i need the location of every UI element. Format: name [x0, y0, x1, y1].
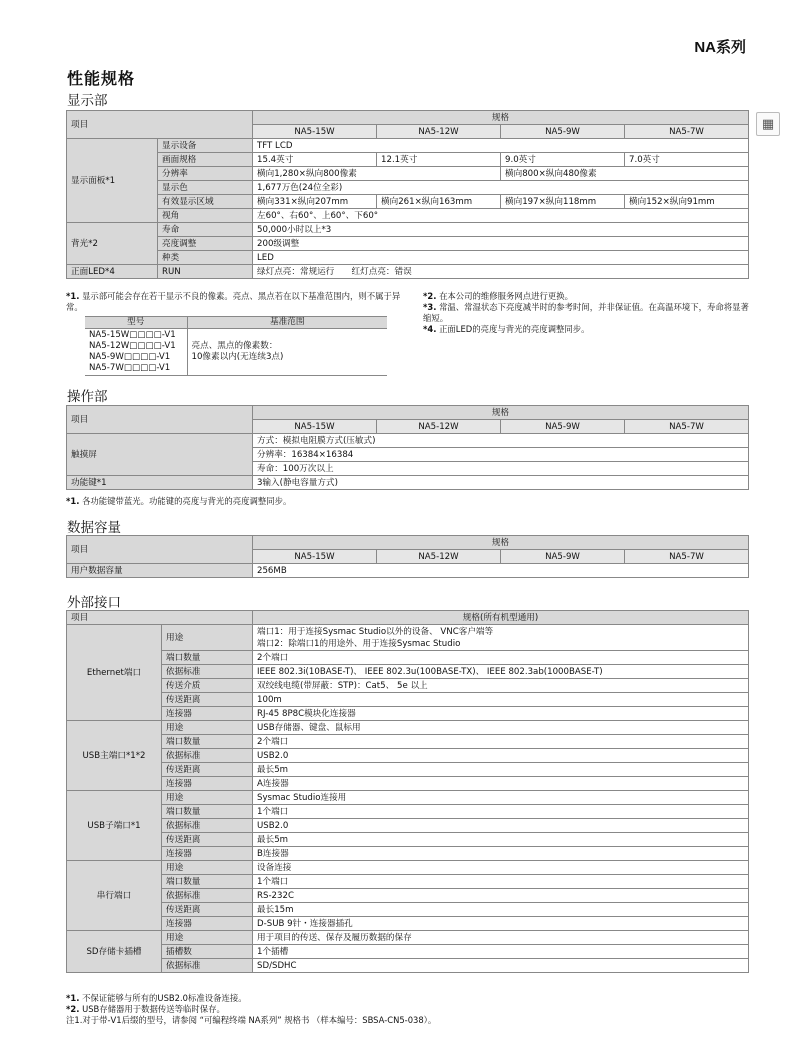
- row-value: 分辨率：16384×16384: [253, 448, 749, 462]
- row-value: USB存储器、键盘、鼠标用: [253, 721, 749, 735]
- row-value: TFT LCD: [253, 139, 749, 153]
- row-label: 依据标准: [162, 665, 253, 679]
- row-label: 传送距离: [162, 693, 253, 707]
- row-value: IEEE 802.3i(10BASE-T)、 IEEE 802.3u(100BASE-TX)、 IEEE 802.3ab(1000BASE-T): [253, 665, 749, 679]
- display-note-1: [66, 291, 411, 313]
- header-spec: 规格: [253, 111, 749, 125]
- group-front-led: 正面LED*4: [67, 265, 158, 279]
- header-spec: 规格: [253, 406, 749, 420]
- section-operation-title: 操作部: [67, 389, 108, 405]
- model-header: NA5-7W: [625, 550, 749, 564]
- row-label: 依据标准: [162, 959, 253, 973]
- model-code: NA5-12W□□□□-V1: [89, 341, 176, 351]
- row-label: 功能键*1: [67, 476, 253, 490]
- row-value: 1个插槽: [253, 945, 749, 959]
- model-header: NA5-15W: [253, 420, 377, 434]
- row-label: 亮度调整: [158, 237, 253, 251]
- row-label: 寿命: [158, 223, 253, 237]
- row-label: 端口数量: [162, 875, 253, 889]
- group-serial: 串行端口: [67, 861, 162, 931]
- note-mark: *1.: [66, 993, 80, 1003]
- row-value: 方式：模拟电阻膜方式(压敏式): [253, 434, 749, 448]
- note-text: USB存储器用于数据传送等临时保存。: [82, 1004, 225, 1014]
- note-text: 常温、常湿状态下亮度减半时的参考时间，并非保证值。在高温环境下，寿命将显著缩短。: [423, 302, 749, 323]
- page-title: 性能规格: [67, 69, 136, 88]
- row-value: USB2.0: [253, 749, 749, 763]
- row-value: 200级调整: [253, 237, 749, 251]
- value-line: 端口2：除端口1的用途外、用于连接Sysmac Studio: [257, 638, 461, 649]
- row-value: 最长5m: [253, 763, 749, 777]
- row-label: 连接器: [162, 917, 253, 931]
- section-display-title: 显示部: [67, 93, 108, 109]
- row-value: 寿命：100万次以上: [253, 462, 749, 476]
- note-mark: *4.: [423, 324, 437, 334]
- row-label: 用途: [162, 625, 253, 651]
- row-value: [253, 625, 749, 651]
- note-mark: *2.: [423, 291, 437, 301]
- row-value: A连接器: [253, 777, 749, 791]
- ref-text: 亮点、黑点的像素数：: [191, 341, 278, 351]
- row-label: 画面规格: [158, 153, 253, 167]
- row-label: 端口数量: [162, 735, 253, 749]
- note-text: 不保证能够与所有的USB2.0标准设备连接。: [82, 993, 247, 1003]
- row-value: 横向1,280×纵向800像素: [253, 167, 501, 181]
- model-header: NA5-7W: [625, 125, 749, 139]
- model-header: NA5-15W: [253, 550, 377, 564]
- row-label: 传送介质: [162, 679, 253, 693]
- group-usb-host: USB主端口*1*2: [67, 721, 162, 791]
- row-value: B连接器: [253, 847, 749, 861]
- model-header: NA5-15W: [253, 125, 377, 139]
- row-label: 连接器: [162, 847, 253, 861]
- row-label: 用途: [162, 861, 253, 875]
- pixel-table-header: 型号: [85, 317, 187, 329]
- model-code: NA5-15W□□□□-V1: [89, 330, 176, 340]
- row-label: 端口数量: [162, 651, 253, 665]
- row-value: 2个端口: [253, 735, 749, 749]
- note-mark: 注1.: [66, 1015, 83, 1025]
- row-label: 显示设备: [158, 139, 253, 153]
- row-label: 用途: [162, 791, 253, 805]
- group-ethernet: Ethernet端口: [67, 625, 162, 721]
- header-item: 项目: [67, 111, 253, 139]
- operation-note: [66, 496, 291, 507]
- operation-spec-table: [66, 405, 749, 490]
- row-value: 设备连接: [253, 861, 749, 875]
- pixel-table-ref: [187, 329, 387, 376]
- row-label: 依据标准: [162, 819, 253, 833]
- row-label: 有效显示区域: [158, 195, 253, 209]
- row-label: 依据标准: [162, 749, 253, 763]
- model-code: NA5-9W□□□□-V1: [89, 352, 171, 362]
- row-value: 12.1英寸: [377, 153, 501, 167]
- row-value: RJ-45 8P8C模块化连接器: [253, 707, 749, 721]
- row-value: 横向197×纵向118mm: [501, 195, 625, 209]
- note-mark: *2.: [66, 1004, 80, 1014]
- interface-spec-table: [66, 610, 749, 973]
- row-label: RUN: [158, 265, 253, 279]
- row-value: Sysmac Studio连接用: [253, 791, 749, 805]
- model-header: NA5-9W: [501, 125, 625, 139]
- grid-view-icon[interactable]: ▦: [756, 112, 780, 136]
- note-text: 在本公司的维修服务网点进行更换。: [439, 291, 574, 301]
- note-text: 各功能键带蓝光。功能键的亮度与背光的亮度调整同步。: [82, 496, 292, 506]
- row-label: 视角: [158, 209, 253, 223]
- header-spec: 规格: [253, 536, 749, 550]
- model-code: NA5-7W□□□□-V1: [89, 363, 171, 373]
- row-value: USB2.0: [253, 819, 749, 833]
- row-value: 最长15m: [253, 903, 749, 917]
- row-value: 256MB: [253, 564, 749, 578]
- row-value: 横向800×纵向480像素: [501, 167, 749, 181]
- note-text: 显示部可能会存在若干显示不良的像素。亮点、黑点若在以下基准范围内，则不属于异常。: [66, 291, 401, 312]
- row-value: 100m: [253, 693, 749, 707]
- group-sd-slot: SD存储卡插槽: [67, 931, 162, 973]
- note-mark: *3.: [423, 302, 437, 312]
- row-value: SD/SDHC: [253, 959, 749, 973]
- group-display-panel: 显示面板*1: [67, 139, 158, 223]
- display-notes-right: [423, 291, 751, 335]
- model-header: NA5-9W: [501, 550, 625, 564]
- row-value: 15.4英寸: [253, 153, 377, 167]
- pixel-table-models: [85, 329, 187, 376]
- group-touch: 触摸屏: [67, 434, 253, 476]
- series-name: NA系列: [694, 39, 746, 56]
- row-label: 分辨率: [158, 167, 253, 181]
- model-header: NA5-7W: [625, 420, 749, 434]
- header-item: 项目: [67, 536, 253, 564]
- data-spec-table: [66, 535, 749, 578]
- row-value: 横向261×纵向163mm: [377, 195, 501, 209]
- row-value: LED: [253, 251, 749, 265]
- row-value: 横向152×纵向91mm: [625, 195, 749, 209]
- row-value: 横向331×纵向207mm: [253, 195, 377, 209]
- row-value: 左60°、右60°、上60°、下60°: [253, 209, 749, 223]
- group-usb-slave: USB子端口*1: [67, 791, 162, 861]
- row-value: RS-232C: [253, 889, 749, 903]
- row-value: 1,677万色(24位全彩): [253, 181, 749, 195]
- model-header: NA5-9W: [501, 420, 625, 434]
- row-label: 传送距离: [162, 903, 253, 917]
- header-item: 项目: [67, 611, 253, 625]
- ref-text: 10像素以内(无连续3点): [191, 352, 284, 362]
- header-spec: 规格(所有机型通用): [253, 611, 749, 625]
- row-label: 连接器: [162, 707, 253, 721]
- row-label: 传送距离: [162, 833, 253, 847]
- note-mark: *1.: [66, 496, 80, 506]
- row-label: 传送距离: [162, 763, 253, 777]
- note-mark: *1.: [66, 291, 80, 301]
- row-value: D-SUB 9针・连接器插孔: [253, 917, 749, 931]
- row-label: 插槽数: [162, 945, 253, 959]
- model-header: NA5-12W: [377, 420, 501, 434]
- row-label: 用途: [162, 721, 253, 735]
- row-value: 1个端口: [253, 875, 749, 889]
- row-value: 1个端口: [253, 805, 749, 819]
- section-interface-title: 外部接口: [67, 595, 121, 611]
- model-header: NA5-12W: [377, 125, 501, 139]
- row-value: 双绞线电缆(带屏蔽：STP)：Cat5、 5e 以上: [253, 679, 749, 693]
- row-value: 7.0英寸: [625, 153, 749, 167]
- value-line: 端口1：用于连接Sysmac Studio以外的设备、 VNC客户端等: [257, 626, 494, 637]
- note-text: 对于带-V1后缀的型号，请参阅 “可编程终端 NA系列” 规格书 （样本编号：SBSA-CN5-038）。: [82, 1015, 437, 1025]
- pixel-defect-table: [85, 316, 387, 376]
- row-label: 端口数量: [162, 805, 253, 819]
- row-label: 显示色: [158, 181, 253, 195]
- pixel-table-header: 基准范围: [187, 317, 387, 329]
- row-value: 3输入(静电容量方式): [253, 476, 749, 490]
- row-value: 50,000小时以上*3: [253, 223, 749, 237]
- model-header: NA5-12W: [377, 550, 501, 564]
- row-value: 最长5m: [253, 833, 749, 847]
- row-label: 种类: [158, 251, 253, 265]
- note-text: 正面LED的亮度与背光的亮度调整同步。: [439, 324, 590, 334]
- row-label: 连接器: [162, 777, 253, 791]
- row-label: 用途: [162, 931, 253, 945]
- section-data-title: 数据容量: [67, 520, 121, 536]
- row-value: 2个端口: [253, 651, 749, 665]
- row-label: 用户数据容量: [67, 564, 253, 578]
- row-value: 9.0英寸: [501, 153, 625, 167]
- row-value: 用于项目的传送、保存及履历数据的保存: [253, 931, 749, 945]
- group-backlight: 背光*2: [67, 223, 158, 265]
- row-label: 依据标准: [162, 889, 253, 903]
- display-spec-table: [66, 110, 749, 279]
- row-value: 绿灯点亮：常规运行 红灯点亮：错误: [253, 265, 749, 279]
- header-item: 项目: [67, 406, 253, 434]
- interface-notes: [66, 993, 436, 1026]
